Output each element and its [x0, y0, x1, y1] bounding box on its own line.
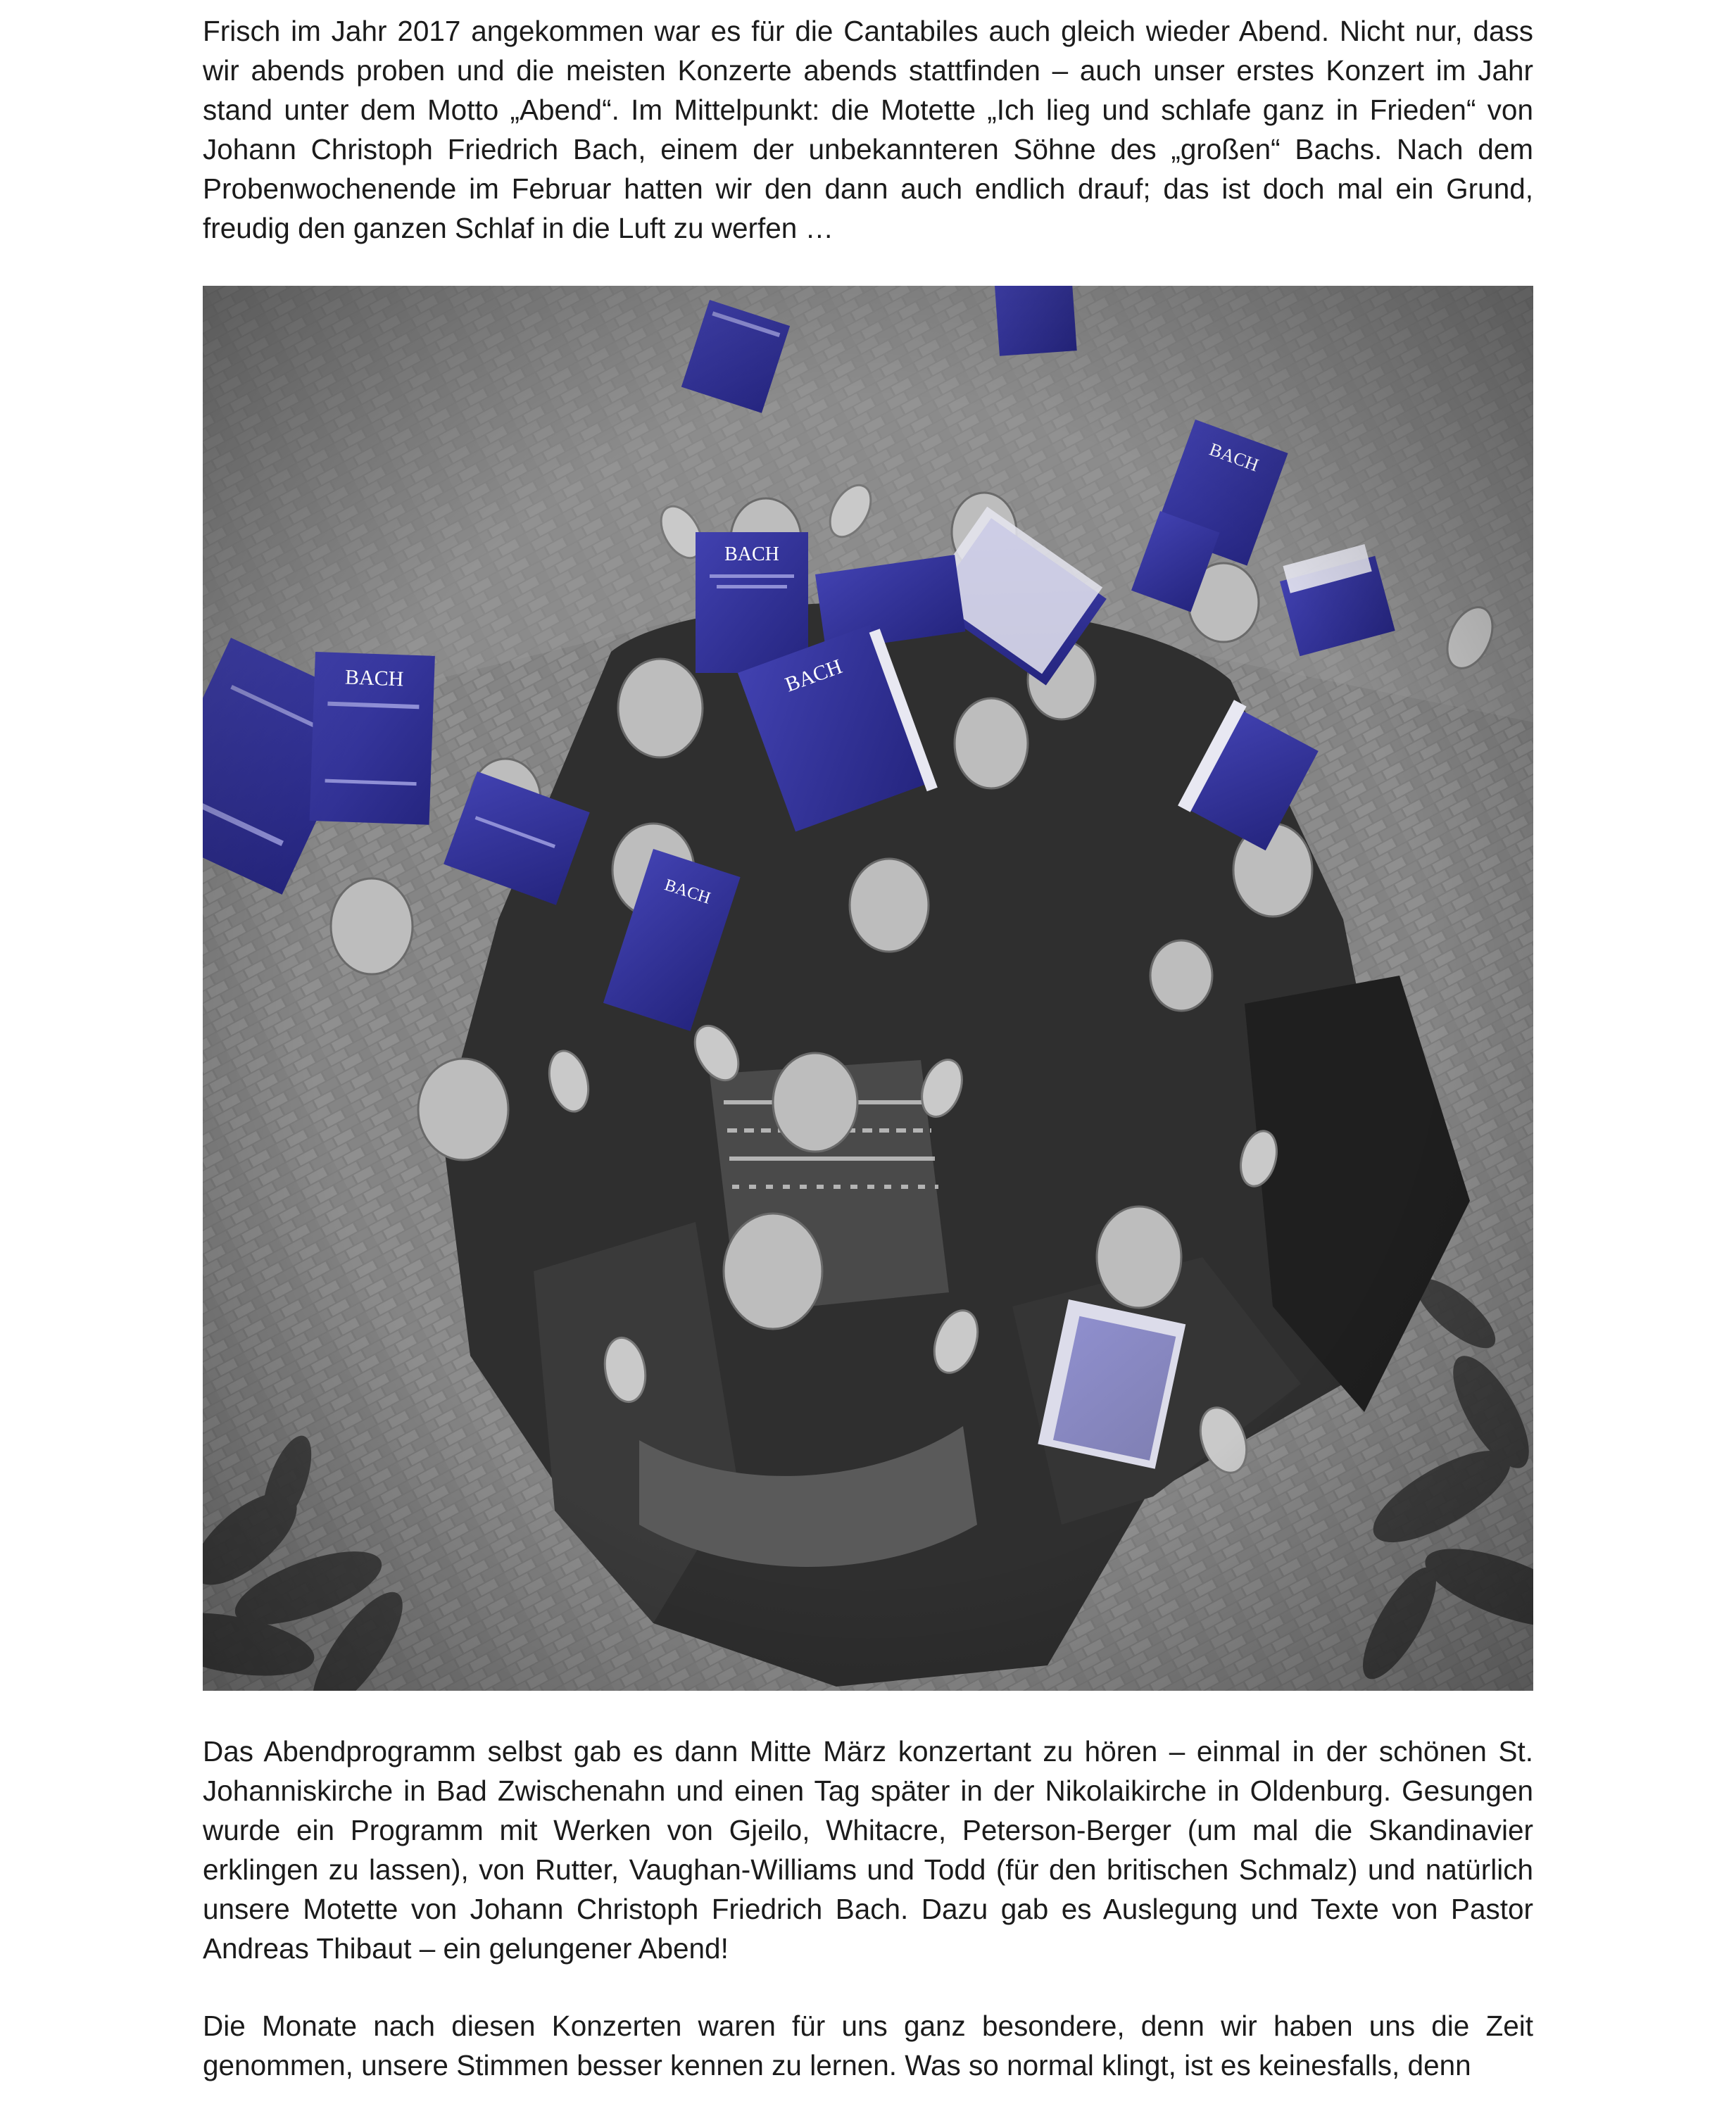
choir-photo [203, 286, 1533, 1691]
paragraph-months: Die Monate nach diesen Konzerten waren für uns ganz besondere, denn wir haben uns die Zeit genommen, unsere Stimmen besser kennen zu lernen. Was so normal klingt, ist es keinesfalls, denn [203, 2010, 1533, 2081]
paragraph-intro: Frisch im Jahr 2017 angekommen war es für die Cantabiles auch gleich wieder Abend. Nicht nur, dass wir abends proben und die meisten Konzerte abends stattfinden – auch unser erstes Konzert im Jahr stand unter dem Motto „Abend“. Im Mittelpunkt: die Motette „Ich lieg und schlafe ganz in Frieden“ von Johann Christoph Friedrich Bach, einem der unbekannteren Söhne des „großen“ Bachs. Nach dem Probenwochenende im Februar hatten wir den dann auch endlich drauf; das ist doch mal ein Grund, freudig den ganzen Schlaf in die Luft zu werfen … [203, 15, 1533, 244]
paragraph-concert: Das Abendprogramm selbst gab es dann Mitte März konzertant zu hören – einmal in der schönen St. Johanniskirche in Bad Zwischenahn und einen Tag später in der Nikolaikirche in Oldenburg. Gesungen wurde ein Programm mit Werken von Gjeilo, Whitacre, Peterson-Berger (um mal die Skandinavier erklingen zu lassen), von Rutter, Vaughan-Williams und Todd (für den britischen Schmalz) und natürlich unsere Motette von Johann Christoph Friedrich Bach. Dazu gab es Auslegung und Texte von Pastor Andreas Thibaut – ein gelungener Abend! [203, 1735, 1533, 1965]
document-page [203, 0, 1533, 2111]
